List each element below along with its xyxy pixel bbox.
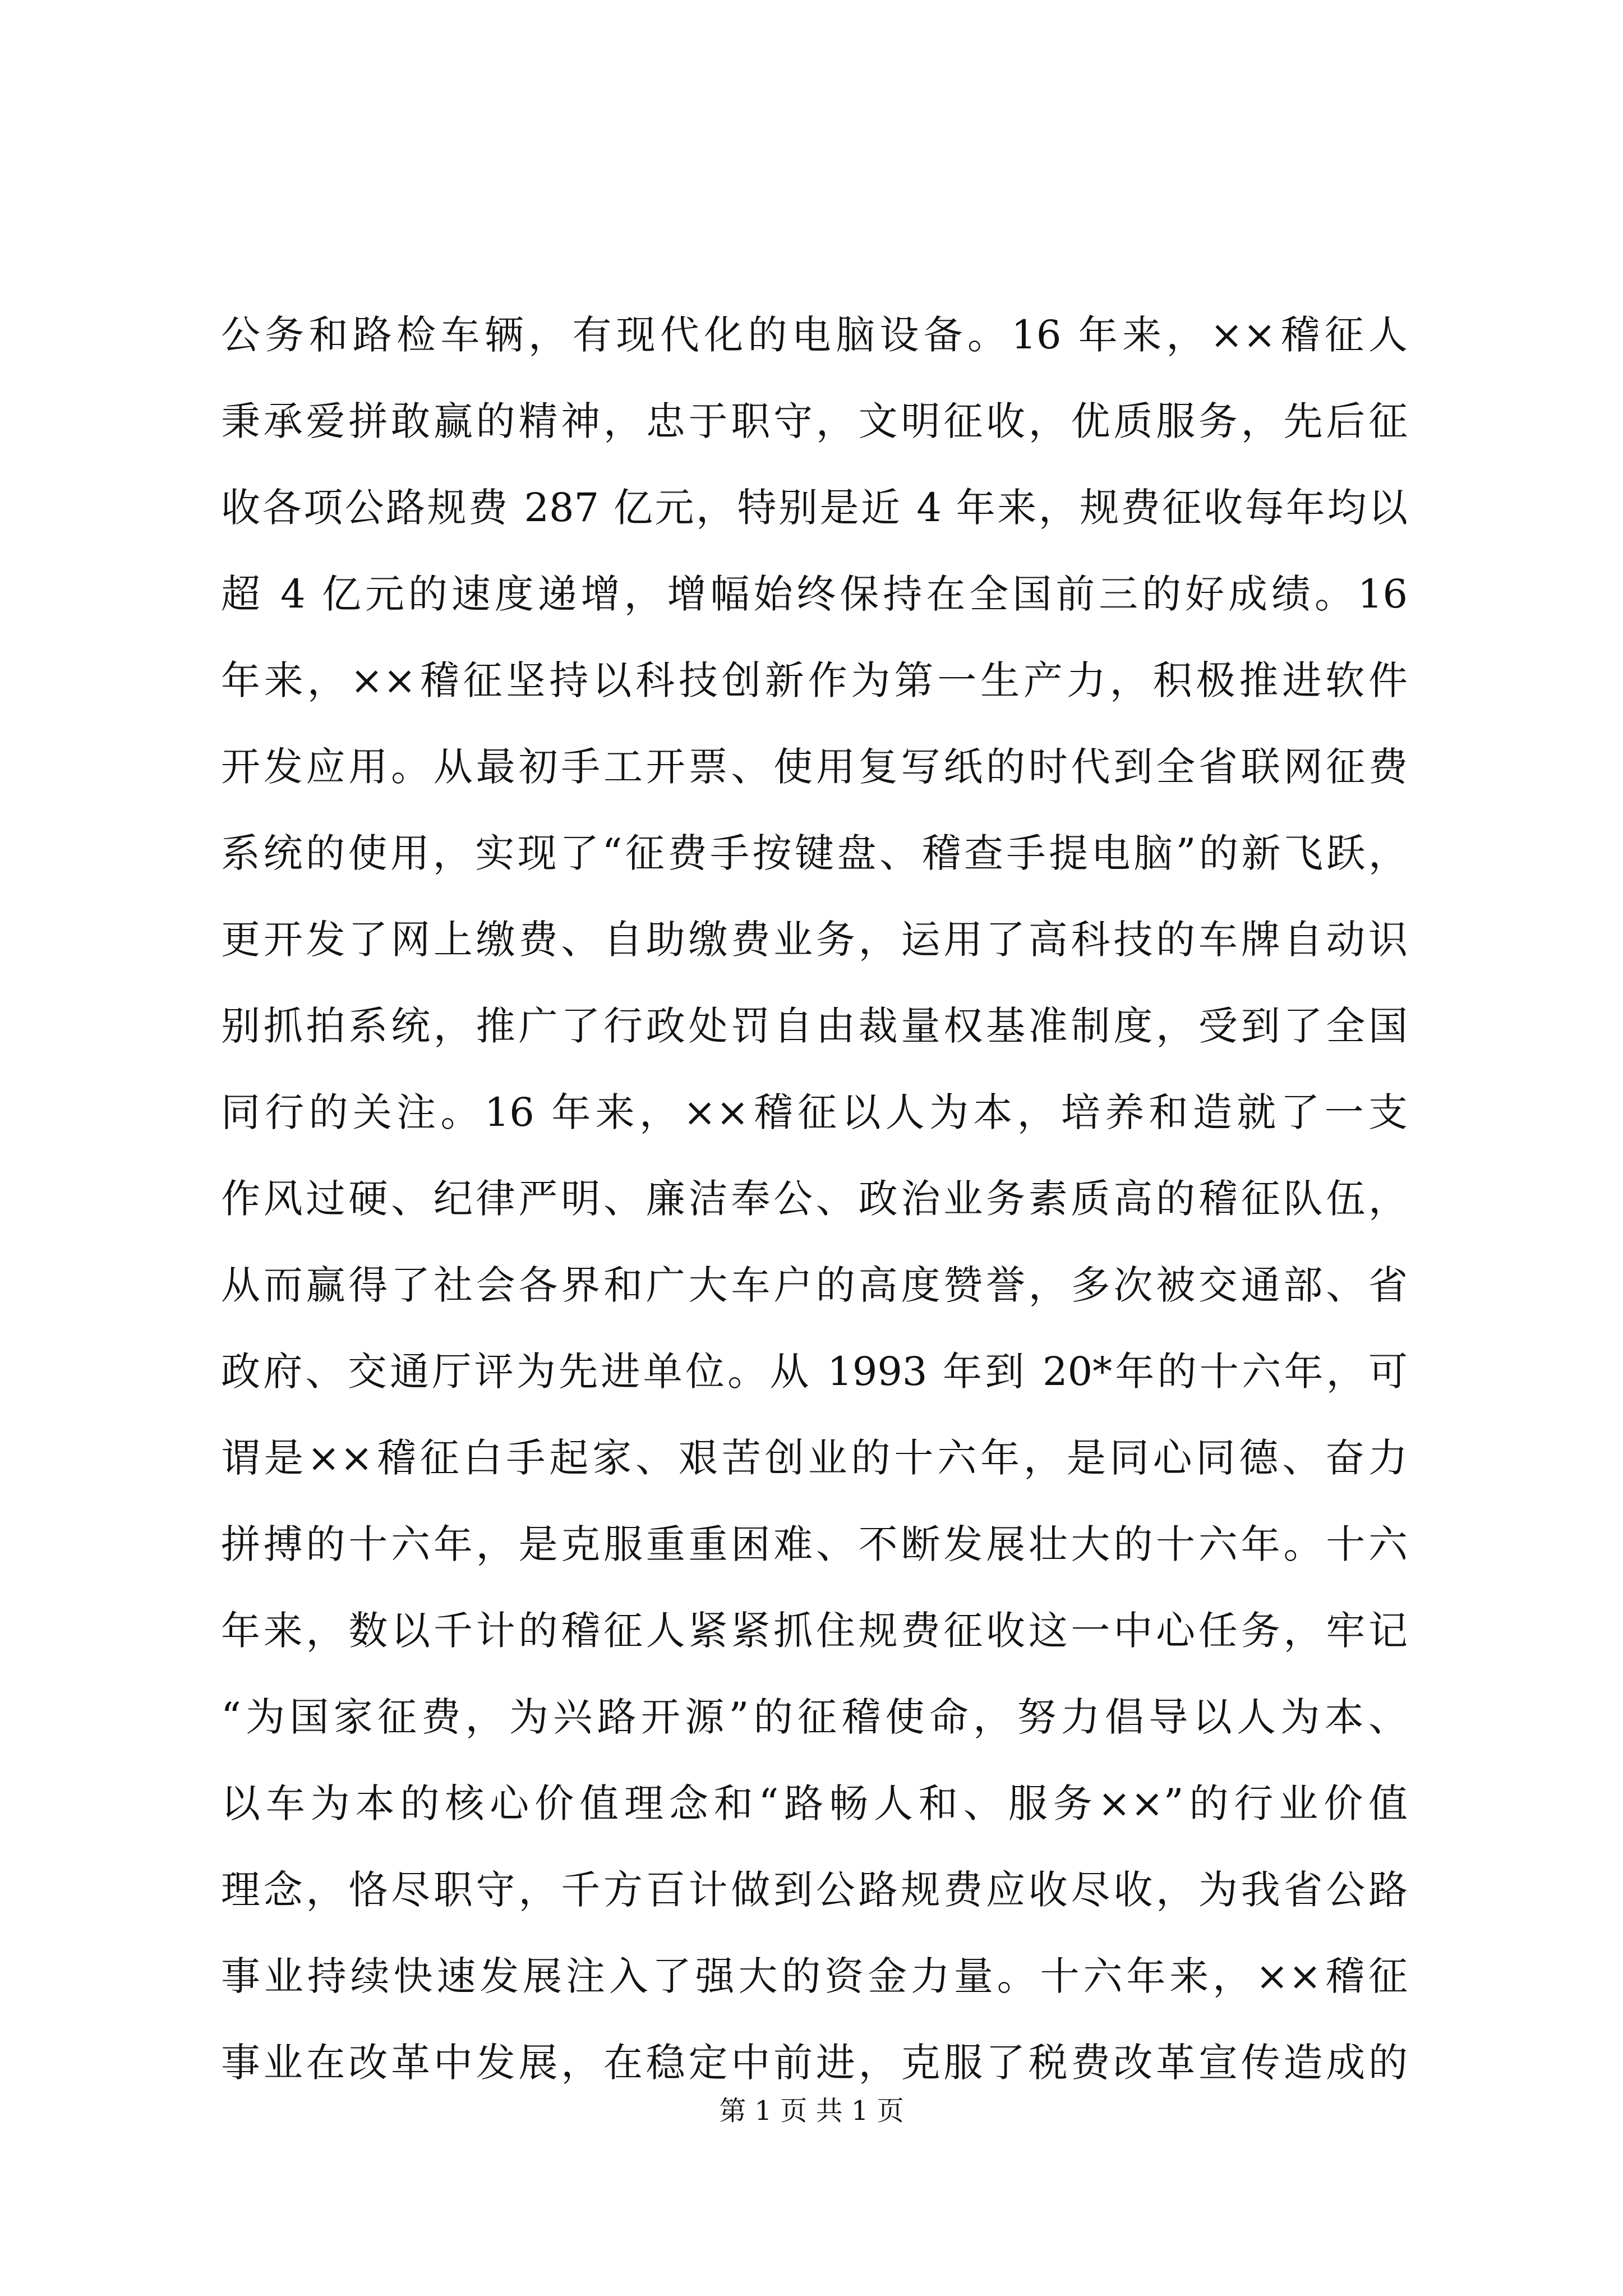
- text-line-10: 同行的关注。16 年来，××稽征以人为本，培养和造就了一支: [221, 1089, 1408, 1135]
- page-number-label: 第 1 页 共 1 页: [719, 2095, 904, 2127]
- text-line-18: 以车为本的核心价值理念和“路畅人和、服务××”的行业价值: [221, 1780, 1408, 1826]
- page-footer: [0, 2091, 1623, 2131]
- text-line-12: 从而赢得了社会各界和广大车户的高度赞誉，多次被交通部、省: [221, 1262, 1408, 1308]
- text-line-6: 开发应用。从最初手工开票、使用复写纸的时代到全省联网征费: [221, 744, 1408, 790]
- text-line-8: 更开发了网上缴费、自助缴费业务，运用了高科技的车牌自动识: [221, 917, 1408, 963]
- text-line-3: 收各项公路规费 287 亿元，特别是近 4 年来，规费征收每年均以: [221, 485, 1408, 531]
- text-line-17: “为国家征费，为兴路开源”的征稽使命，努力倡导以人为本、: [221, 1694, 1408, 1740]
- text-line-15: 拼搏的十六年，是克服重重困难、不断发展壮大的十六年。十六: [221, 1521, 1408, 1567]
- text-line-2: 秉承爱拼敢赢的精神，忠于职守，文明征收，优质服务，先后征: [221, 398, 1408, 444]
- text-line-21: 事业在改革中发展，在稳定中前进，克服了税费改革宣传造成的: [221, 2040, 1408, 2086]
- text-line-19: 理念，恪尽职守，千方百计做到公路规费应收尽收，为我省公路: [221, 1867, 1408, 1913]
- body-text: [221, 292, 1408, 2106]
- text-line-1: 公务和路检车辆，有现代化的电脑设备。16 年来，××稽征人: [221, 312, 1408, 358]
- text-line-14: 谓是××稽征白手起家、艰苦创业的十六年，是同心同德、奋力: [221, 1435, 1408, 1481]
- text-line-20: 事业持续快速发展注入了强大的资金力量。十六年来，××稽征: [221, 1953, 1408, 1999]
- text-line-7: 系统的使用，实现了“征费手按键盘、稽查手提电脑”的新飞跃，: [221, 830, 1408, 876]
- text-line-13: 政府、交通厅评为先进单位。从 1993 年到 20*年的十六年，可: [221, 1349, 1408, 1395]
- text-line-16: 年来，数以千计的稽征人紧紧抓住规费征收这一中心任务，牢记: [221, 1608, 1408, 1654]
- text-line-9: 别抓拍系统，推广了行政处罚自由裁量权基准制度，受到了全国: [221, 1003, 1408, 1049]
- text-line-4: 超 4 亿元的速度递增，增幅始终保持在全国前三的好成绩。16: [221, 571, 1408, 617]
- text-line-5: 年来，××稽征坚持以科技创新作为第一生产力，积极推进软件: [221, 657, 1408, 703]
- text-line-11: 作风过硬、纪律严明、廉洁奉公、政治业务素质高的稽征队伍，: [221, 1176, 1408, 1222]
